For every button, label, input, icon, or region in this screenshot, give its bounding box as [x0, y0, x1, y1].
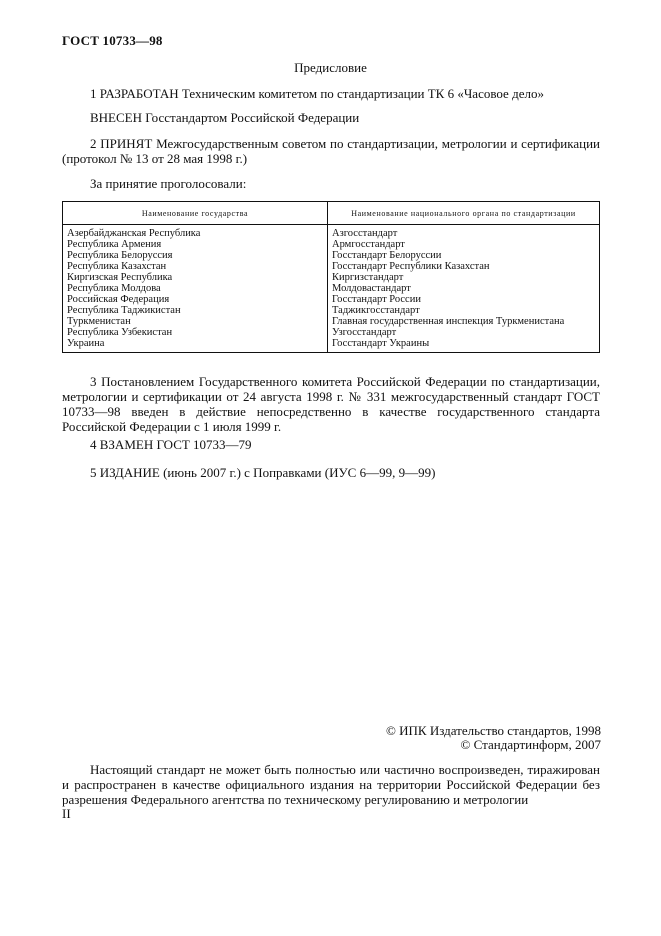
paragraph-voted: За принятие проголосовали:	[90, 176, 247, 191]
state-cell: Республика Белоруссия	[63, 250, 328, 261]
column-header-state: Наименование государства	[63, 202, 328, 225]
table-row	[63, 283, 600, 294]
page-number: II	[62, 806, 71, 821]
paragraph-developed: 1 РАЗРАБОТАН Техническим комитетом по стандартизации ТК 6 «Часовое дело»	[90, 86, 544, 101]
state-cell: Республика Узбекистан	[63, 327, 328, 338]
table-row	[63, 239, 600, 250]
table-header-row	[63, 202, 600, 225]
standards-body-cell: Киргизстандарт	[328, 272, 600, 283]
table-row	[63, 316, 600, 327]
state-cell: Республика Молдова	[63, 283, 328, 294]
table-row	[63, 225, 600, 240]
state-cell: Киргизская Республика	[63, 272, 328, 283]
paragraph-replaces: 4 ВЗАМЕН ГОСТ 10733—79	[90, 437, 252, 452]
table-row	[63, 305, 600, 316]
paragraph-adopted: 2 ПРИНЯТ Межгосударственным советом по стандартизации, метрологии и сертификации (протокол № 13 от 28 мая 1998 г.)	[62, 136, 600, 166]
state-cell: Республика Армения	[63, 239, 328, 250]
standards-body-cell: Молдовастандарт	[328, 283, 600, 294]
standards-body-cell: Узгосстандарт	[328, 327, 600, 338]
copyright-line-standartinform: © Стандартинформ, 2007	[460, 737, 601, 752]
table-row	[63, 294, 600, 305]
paragraph-enacted: 3 Постановлением Государственного комитета Российской Федерации по стандартизации, метрологии и сертификации от 24 августа 1998 г. № 331 межгосударственный стандарт ГОСТ 10733—98 введен в действие непосредственно в качестве государственного стандарта Российской Федерации с 1 июля 1999 г.	[62, 374, 600, 434]
copyright-block	[386, 724, 601, 752]
section-heading: Предисловие	[294, 60, 367, 75]
state-cell: Республика Казахстан	[63, 261, 328, 272]
table-row	[63, 272, 600, 283]
standards-body-cell: Армгосстандарт	[328, 239, 600, 250]
state-cell: Российская Федерация	[63, 294, 328, 305]
standards-body-cell: Азгосстандарт	[328, 225, 600, 240]
table-row	[63, 250, 600, 261]
state-cell: Туркменистан	[63, 316, 328, 327]
table-row	[63, 327, 600, 338]
table-row	[63, 261, 600, 272]
standards-body-cell: Госстандарт Республики Казахстан	[328, 261, 600, 272]
column-header-standards-body: Наименование национального органа по стандартизации	[328, 202, 600, 225]
reproduction-notice: Настоящий стандарт не может быть полностью или частично воспроизведен, тиражирован и распространен в качестве официального издания на территории Российской Федерации без разрешения Федерального агентства по техническому регулированию и метрологии	[62, 762, 600, 807]
table-row	[63, 338, 600, 353]
paragraph-edition: 5 ИЗДАНИЕ (июнь 2007 г.) с Поправками (ИУС 6—99, 9—99)	[90, 465, 436, 480]
voting-states-table	[62, 201, 600, 353]
copyright-line-publisher: © ИПК Издательство стандартов, 1998	[386, 723, 601, 738]
state-cell: Украина	[63, 338, 328, 353]
document-code: ГОСТ 10733—98	[62, 33, 163, 48]
state-cell: Азербайджанская Республика	[63, 225, 328, 240]
standards-body-cell: Главная государственная инспекция Туркменистана	[328, 316, 600, 327]
standards-body-cell: Госстандарт России	[328, 294, 600, 305]
standards-body-cell: Таджикгосстандарт	[328, 305, 600, 316]
state-cell: Республика Таджикистан	[63, 305, 328, 316]
paragraph-introduced: ВНЕСЕН Госстандартом Российской Федерации	[90, 110, 360, 125]
standards-body-cell: Госстандарт Украины	[328, 338, 600, 353]
standards-body-cell: Госстандарт Белоруссии	[328, 250, 600, 261]
